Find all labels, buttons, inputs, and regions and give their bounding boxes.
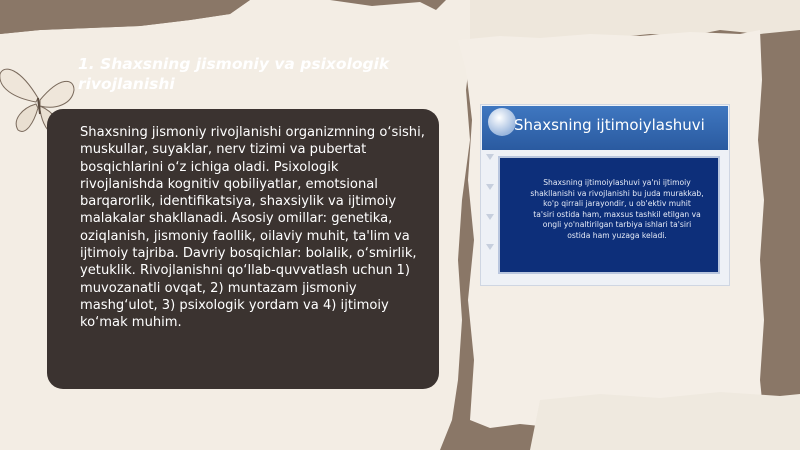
- slide-body-text: Shaxsning jismoniy rivojlanishi organizmning o‘sishi, muskullar, suyaklar, nerv tizimi va pubertat bosqichlarini o‘z ichiga oladi. Psixologik rivojlanishda kognitiv qobiliyatlar, emotsional barqarorlik, identifikatsiya, shaxsiylik va ijtimoiy malakalar shakllanadi. Asosiy omillar: genetika, oziqlanish, jismoniy faollik, oilaviy muhit, ta'lim va ijtimoiy tajriba. Davriy bosqichlar: bolalik, o‘smirlik, yetuklik. Rivojlanishni qo‘llab-quvvatlash uchun 1) muvozanatli ovqat, 2) muntazam jismoniy mashg‘ulot, 3) psixologik yordam va 4) ijtimoiy ko‘mak muhim.: [80, 125, 425, 331]
- thumbnail-text: Shaxsning ijtimoiylashuvi ya'ni ijtimoiy shakllanishi va rivojlanishi bu juda murakkab, ko'p qirrali jarayondir, u ob'ektiv muhit ta'siri ostida ham, maxsus tashkil etilgan va ongli yo'naltirilgan tarbiya ishlari ta'siri ostida ham yuzaga keladi.: [530, 178, 704, 240]
- thumbnail-title: Shaxsning ijtimoiylashuvi: [514, 116, 705, 134]
- thumbnail-logo-icon: [488, 108, 516, 136]
- paper-bottom-right-shape: [530, 392, 800, 450]
- slide-title: 1. Shaxsning jismoniy va psixologik rivojlanishi: [78, 55, 390, 93]
- thumbnail-side-arrows: [484, 150, 496, 274]
